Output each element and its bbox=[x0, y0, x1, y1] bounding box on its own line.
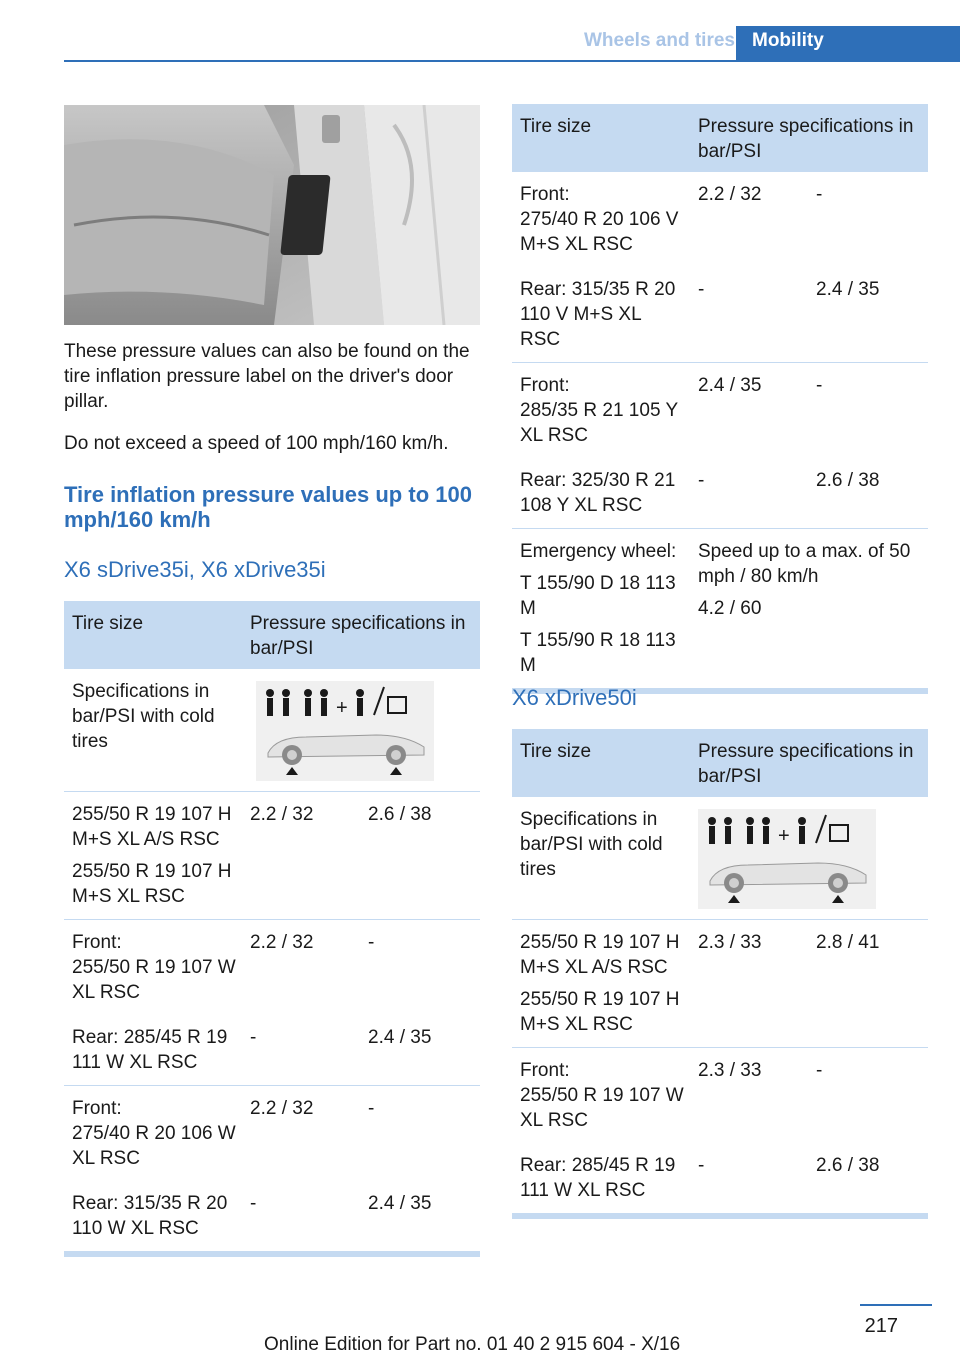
table-row bbox=[512, 1143, 928, 1213]
pressure-value: - bbox=[698, 279, 705, 300]
page-header bbox=[64, 26, 960, 62]
pressure-value: 2.2 / 32 bbox=[250, 1098, 314, 1119]
tire-size: 255/50 R 19 107 H M+S XL RSC bbox=[72, 861, 232, 907]
pressure-value: - bbox=[698, 470, 705, 491]
pressure-value: - bbox=[698, 1155, 705, 1176]
col-pressure: Pressure specifications in bar/PSI bbox=[250, 613, 466, 659]
tire-size: 255/50 R 19 107 H M+S XL A/S RSC bbox=[520, 932, 680, 978]
pressure-value: - bbox=[368, 932, 375, 953]
tire-size: Front: 255/50 R 19 107 W XL RSC bbox=[72, 932, 236, 1003]
load-pictogram bbox=[256, 681, 434, 781]
col-tire-size: Tire size bbox=[520, 741, 592, 762]
tire-size: Rear: 315/35 R 20 110 V M+S XL RSC bbox=[520, 279, 676, 350]
svg-text:+: + bbox=[778, 825, 790, 847]
pressure-value: - bbox=[816, 375, 823, 396]
pressure-value: - bbox=[368, 1098, 375, 1119]
pressure-value: 2.2 / 32 bbox=[698, 184, 762, 205]
pressure-value: 2.4 / 35 bbox=[816, 279, 880, 300]
tire-size: Rear: 325/30 R 21 108 Y XL RSC bbox=[520, 470, 676, 516]
pressure-value: - bbox=[250, 1027, 257, 1048]
table-header bbox=[64, 601, 480, 669]
tire-size: 255/50 R 19 107 H M+S XL RSC bbox=[520, 989, 680, 1035]
table-row bbox=[512, 458, 928, 529]
pressure-value: 2.6 / 38 bbox=[816, 1155, 880, 1176]
pressure-value: 2.2 / 32 bbox=[250, 804, 314, 825]
model-heading-50i: X6 xDrive50i bbox=[512, 685, 637, 710]
table-row bbox=[64, 1181, 480, 1251]
tire-size: T 155/90 D 18 113 M bbox=[520, 573, 676, 619]
label-location-note: These pressure values can also be found on the tire inflation pressure label on the driver's door pillar. bbox=[64, 341, 470, 412]
pressure-value: 2.4 / 35 bbox=[698, 375, 762, 396]
col-tire-size: Tire size bbox=[72, 613, 144, 634]
pressure-table-continued bbox=[512, 104, 928, 694]
spec-label: Specifications in bar/PSI with cold tires bbox=[520, 809, 663, 880]
tire-size: T 155/90 R 18 113 M bbox=[520, 630, 676, 676]
page-number: 217 bbox=[864, 1315, 898, 1337]
table-row bbox=[512, 363, 928, 458]
footer-rule bbox=[860, 1304, 932, 1306]
svg-text:+: + bbox=[336, 697, 348, 719]
tire-size: Rear: 285/45 R 19 111 W XL RSC bbox=[520, 1155, 676, 1201]
table-row bbox=[512, 267, 928, 363]
table-row bbox=[512, 1048, 928, 1143]
table-row bbox=[64, 792, 480, 920]
table-row bbox=[64, 669, 480, 792]
table-end-rule bbox=[64, 1251, 480, 1257]
table-header bbox=[512, 729, 928, 797]
tire-size: Rear: 315/35 R 20 110 W XL RSC bbox=[72, 1193, 228, 1239]
col-tire-size: Tire size bbox=[520, 116, 592, 137]
speed-note: Speed up to a max. of 50 mph / 80 km/h bbox=[698, 541, 911, 587]
header-section: Wheels and tires bbox=[584, 30, 735, 51]
tire-size: Front: 255/50 R 19 107 W XL RSC bbox=[520, 1060, 684, 1131]
edition-note: Online Edition for Part no. 01 40 2 915 604 - X/16 bbox=[264, 1334, 681, 1355]
table-row bbox=[512, 797, 928, 920]
table-row bbox=[64, 1015, 480, 1086]
section-heading: Tire inflation pressure values up to 100 mph/160 km/h bbox=[64, 482, 472, 532]
pressure-value: - bbox=[816, 184, 823, 205]
col-pressure: Pressure specifications in bar/PSI bbox=[698, 116, 914, 162]
pressure-table-35i bbox=[64, 601, 480, 1257]
table-row bbox=[512, 172, 928, 267]
pressure-value: 4.2 / 60 bbox=[698, 598, 762, 619]
pressure-value: 2.2 / 32 bbox=[250, 932, 314, 953]
tire-size: Front: 275/40 R 20 106 V M+S XL RSC bbox=[520, 184, 679, 255]
col-pressure: Pressure specifications in bar/PSI bbox=[698, 741, 914, 787]
table-row bbox=[64, 920, 480, 1015]
table-header bbox=[512, 104, 928, 172]
door-pillar-photo bbox=[64, 105, 480, 325]
pressure-value: 2.3 / 33 bbox=[698, 932, 762, 953]
pressure-value: 2.6 / 38 bbox=[368, 804, 432, 825]
spec-label: Specifications in bar/PSI with cold tires bbox=[72, 681, 215, 752]
pressure-value: 2.3 / 33 bbox=[698, 1060, 762, 1081]
pressure-value: 2.8 / 41 bbox=[816, 932, 880, 953]
tire-size: Rear: 285/45 R 19 111 W XL RSC bbox=[72, 1027, 228, 1073]
pressure-value: 2.4 / 35 bbox=[368, 1027, 432, 1048]
tire-size: Front: 275/40 R 20 106 W XL RSC bbox=[72, 1098, 236, 1169]
tire-size: 255/50 R 19 107 H M+S XL A/S RSC bbox=[72, 804, 232, 850]
tire-size: Front: 285/35 R 21 105 Y XL RSC bbox=[520, 375, 678, 446]
table-row bbox=[64, 1086, 480, 1181]
pressure-value: 2.6 / 38 bbox=[816, 470, 880, 491]
table-end-rule bbox=[512, 1213, 928, 1219]
table-row bbox=[512, 529, 928, 688]
speed-limit-note: Do not exceed a speed of 100 mph/160 km/h. bbox=[64, 433, 449, 454]
pressure-value: - bbox=[250, 1193, 257, 1214]
model-heading-35i: X6 sDrive35i, X6 xDrive35i bbox=[64, 557, 326, 582]
pressure-table-50i bbox=[512, 729, 928, 1219]
tire-size: Emergency wheel: bbox=[520, 541, 677, 562]
header-chapter: Mobility bbox=[736, 26, 960, 60]
pressure-value: - bbox=[816, 1060, 823, 1081]
table-row bbox=[512, 920, 928, 1048]
load-pictogram bbox=[698, 809, 876, 909]
pressure-value: 2.4 / 35 bbox=[368, 1193, 432, 1214]
